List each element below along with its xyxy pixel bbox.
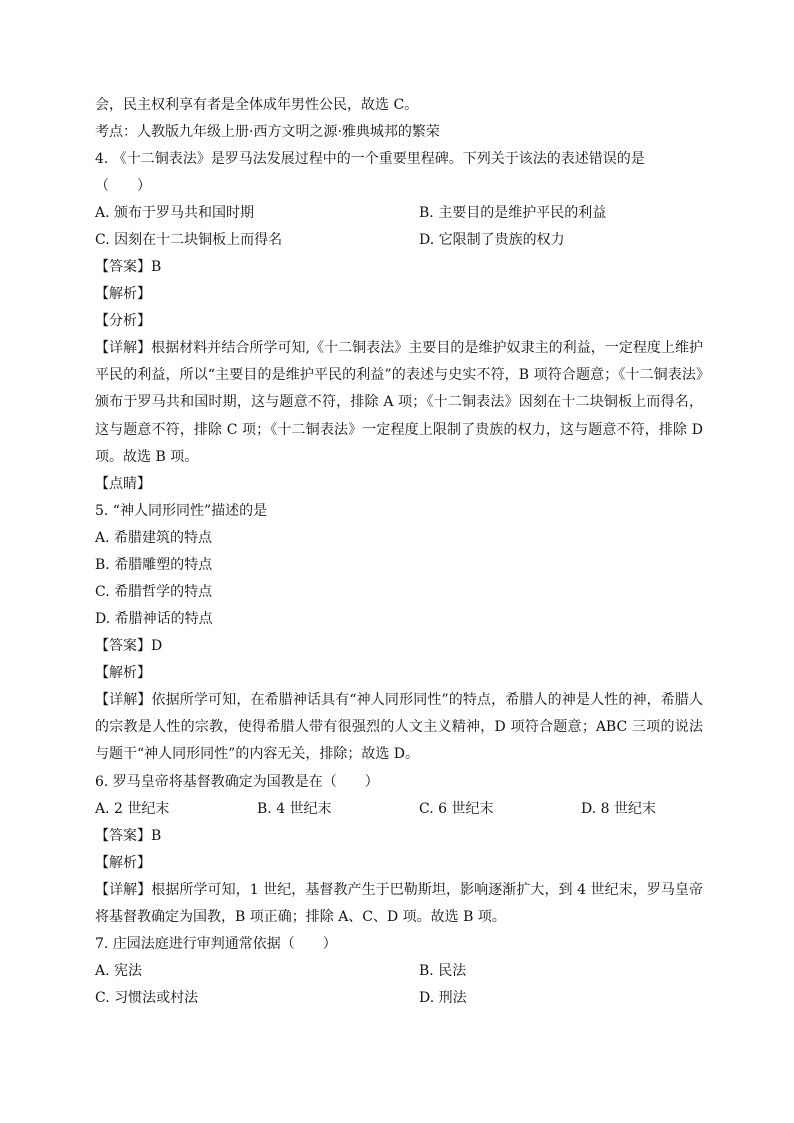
detail-paragraph: 【详解】依据所学可知，在希腊神话具有“神人同形同性”的特点，希腊人的神是人性的神，希腊人的宗教是人性的宗教，使得希腊人带有很强烈的人文主义精神，D 项符合题意；ABC 三项的说法与题干“神人同形同性”的内容无关，排除；故选 D。 [95, 692, 703, 763]
analysis-label: 【解析】 [95, 665, 151, 682]
detail-paragraph: 【详解】根据材料并结合所学可知,《十二铜表法》主要目的是维护奴隶主的利益，一定程度上维护平民的利益，所以“主要目的是维护平民的利益”的表述与史实不符，B 项符合题意；《十二铜表法》颁布于罗马共和国时期，这与题意不符，排除 A 项；《十二铜表法》因刻在十二块铜板上而得名，这与题意不符，排除 C 项；《十二铜表法》一定程度上限制了贵族的权力，这与题意不符，排除 D 项。故选 B 项。 [95, 340, 703, 465]
question-6-stem: 6. 罗马皇帝将基督教确定为国教是在（ ） [95, 773, 379, 790]
option-d: D. 它限制了贵族的权力 [419, 232, 565, 248]
option-d: D. 希腊神话的特点 [95, 611, 213, 628]
option-b: B. 希腊雕塑的特点 [95, 557, 213, 574]
option-c: C. 因刻在十二块铜板上而得名 [95, 232, 283, 248]
answer-label: 【答案】B [95, 259, 162, 275]
question-4-stem: 4. 《十二铜表法》是罗马法发展过程中的一个重要里程碑。下列关于该法的表述错误的是 [95, 151, 645, 167]
option-a: A. 希腊建筑的特点 [95, 530, 213, 547]
detail-paragraph: 【详解】根据所学可知，1 世纪，基督教产生于巴勒斯坦，影响逐渐扩大，到 4 世纪末，罗马皇帝将基督教确定为国教，B 项正确；排除 A、C、D 项。故选 B 项。 [95, 881, 703, 925]
question-6-options [95, 796, 703, 823]
analysis-label: 【解析】 [95, 854, 151, 871]
option-a: A. 宪法 [95, 963, 143, 980]
option-d: D. 8 世纪末 [581, 800, 656, 817]
question-4-options-row-2 [95, 227, 703, 254]
question-7-options-row-1 [95, 958, 703, 985]
question-7-stem: 7. 庄园法庭进行审判通常依据（ ） [95, 936, 337, 953]
option-c: C. 希腊哲学的特点 [95, 584, 213, 601]
analysis-label: 【解析】 [95, 286, 151, 302]
question-4-blank: （ ） [95, 178, 151, 194]
question-4-options-row-1 [95, 200, 703, 227]
option-d: D. 刑法 [419, 990, 467, 1007]
fenxi-label: 【分析】 [95, 313, 151, 329]
option-b: B. 民法 [419, 963, 467, 980]
option-c: C. 6 世纪末 [419, 800, 494, 817]
option-c: C. 习惯法或村法 [95, 990, 199, 1007]
dianjing-label: 【点睛】 [95, 476, 151, 493]
question-7-options-row-2 [95, 985, 703, 1012]
answer-label: 【答案】D [95, 638, 163, 655]
source-note: 考点：人教版九年级上册·西方文明之源·雅典城邦的繁荣 [95, 124, 440, 140]
page-content [95, 92, 703, 1012]
option-b: B. 4 世纪末 [257, 800, 332, 817]
option-b: B. 主要目的是维护平民的利益 [419, 205, 607, 221]
answer-label: 【答案】B [95, 827, 162, 844]
question-5-stem: 5. “神人同形同性”描述的是 [95, 503, 268, 520]
text-line: 会，民主权利享有者是全体成年男性公民，故选 C。 [95, 97, 419, 113]
option-a: A. 颁布于罗马共和国时期 [95, 205, 255, 221]
option-a: A. 2 世纪末 [95, 800, 170, 817]
